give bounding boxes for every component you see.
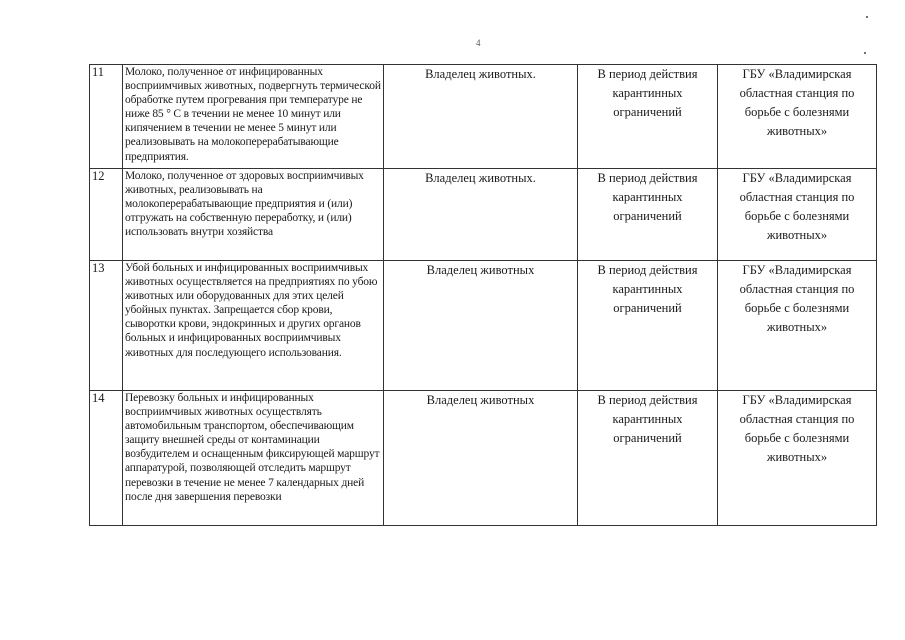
table-row	[90, 261, 877, 391]
row-number: 11	[90, 65, 123, 169]
responsible-party: Владелец животных.	[384, 169, 578, 261]
row-number: 14	[90, 391, 123, 526]
control-organization: ГБУ «Владимирская областная станция по борьбе с болезнями животных»	[718, 65, 877, 169]
control-organization: ГБУ «Владимирская областная станция по борьбе с болезнями животных»	[718, 391, 877, 526]
table-row	[90, 65, 877, 169]
responsible-party: Владелец животных.	[384, 65, 578, 169]
quarantine-measures-table	[89, 64, 877, 526]
page-number: 4	[476, 38, 481, 48]
measure-description: Перевозку больных и инфицированных восприимчивых животных осуществлять автомобильным транспортом, обеспечивающим защиту внешней среды от контаминации возбудителем и оснащенным фиксирующей маршрут аппаратурой, позволяющей отследить маршрут перевозки в течение не менее 7 календарных дней после дня завершения перевозки	[123, 391, 384, 526]
scan-speck-side	[864, 52, 866, 54]
measure-description: Молоко, полученное от инфицированных восприимчивых животных, подвергнуть термической обработке путем прогревания при температуре не ниже 85 ° С в течении не менее 10 минут или кипячением в течении не менее 5 минут или реализовывать на молокоперерабатывающие предприятия.	[123, 65, 384, 169]
table-row	[90, 169, 877, 261]
row-number: 13	[90, 261, 123, 391]
table-row	[90, 391, 877, 526]
execution-period: В период действия карантинных ограничений	[578, 391, 718, 526]
measure-description: Убой больных и инфицированных восприимчивых животных осуществляется на предприятиях по убою животных или оборудованных для этих целей убойных пунктах. Запрещается сбор крови, сыворотки крови, эндокринных и других органов больных и инфицированных восприимчивых животных для последующего использования.	[123, 261, 384, 391]
execution-period: В период действия карантинных ограничений	[578, 169, 718, 261]
row-number: 12	[90, 169, 123, 261]
scan-speck-top	[866, 16, 868, 18]
execution-period: В период действия карантинных ограничений	[578, 65, 718, 169]
measure-description: Молоко, полученное от здоровых восприимчивых животных, реализовывать на молокоперерабатывающие предприятия и (или) отгружать на собственную переработку, и (или) использовать внутри хозяйства	[123, 169, 384, 261]
control-organization: ГБУ «Владимирская областная станция по борьбе с болезнями животных»	[718, 261, 877, 391]
responsible-party: Владелец животных	[384, 391, 578, 526]
control-organization: ГБУ «Владимирская областная станция по борьбе с болезнями животных»	[718, 169, 877, 261]
responsible-party: Владелец животных	[384, 261, 578, 391]
execution-period: В период действия карантинных ограничений	[578, 261, 718, 391]
